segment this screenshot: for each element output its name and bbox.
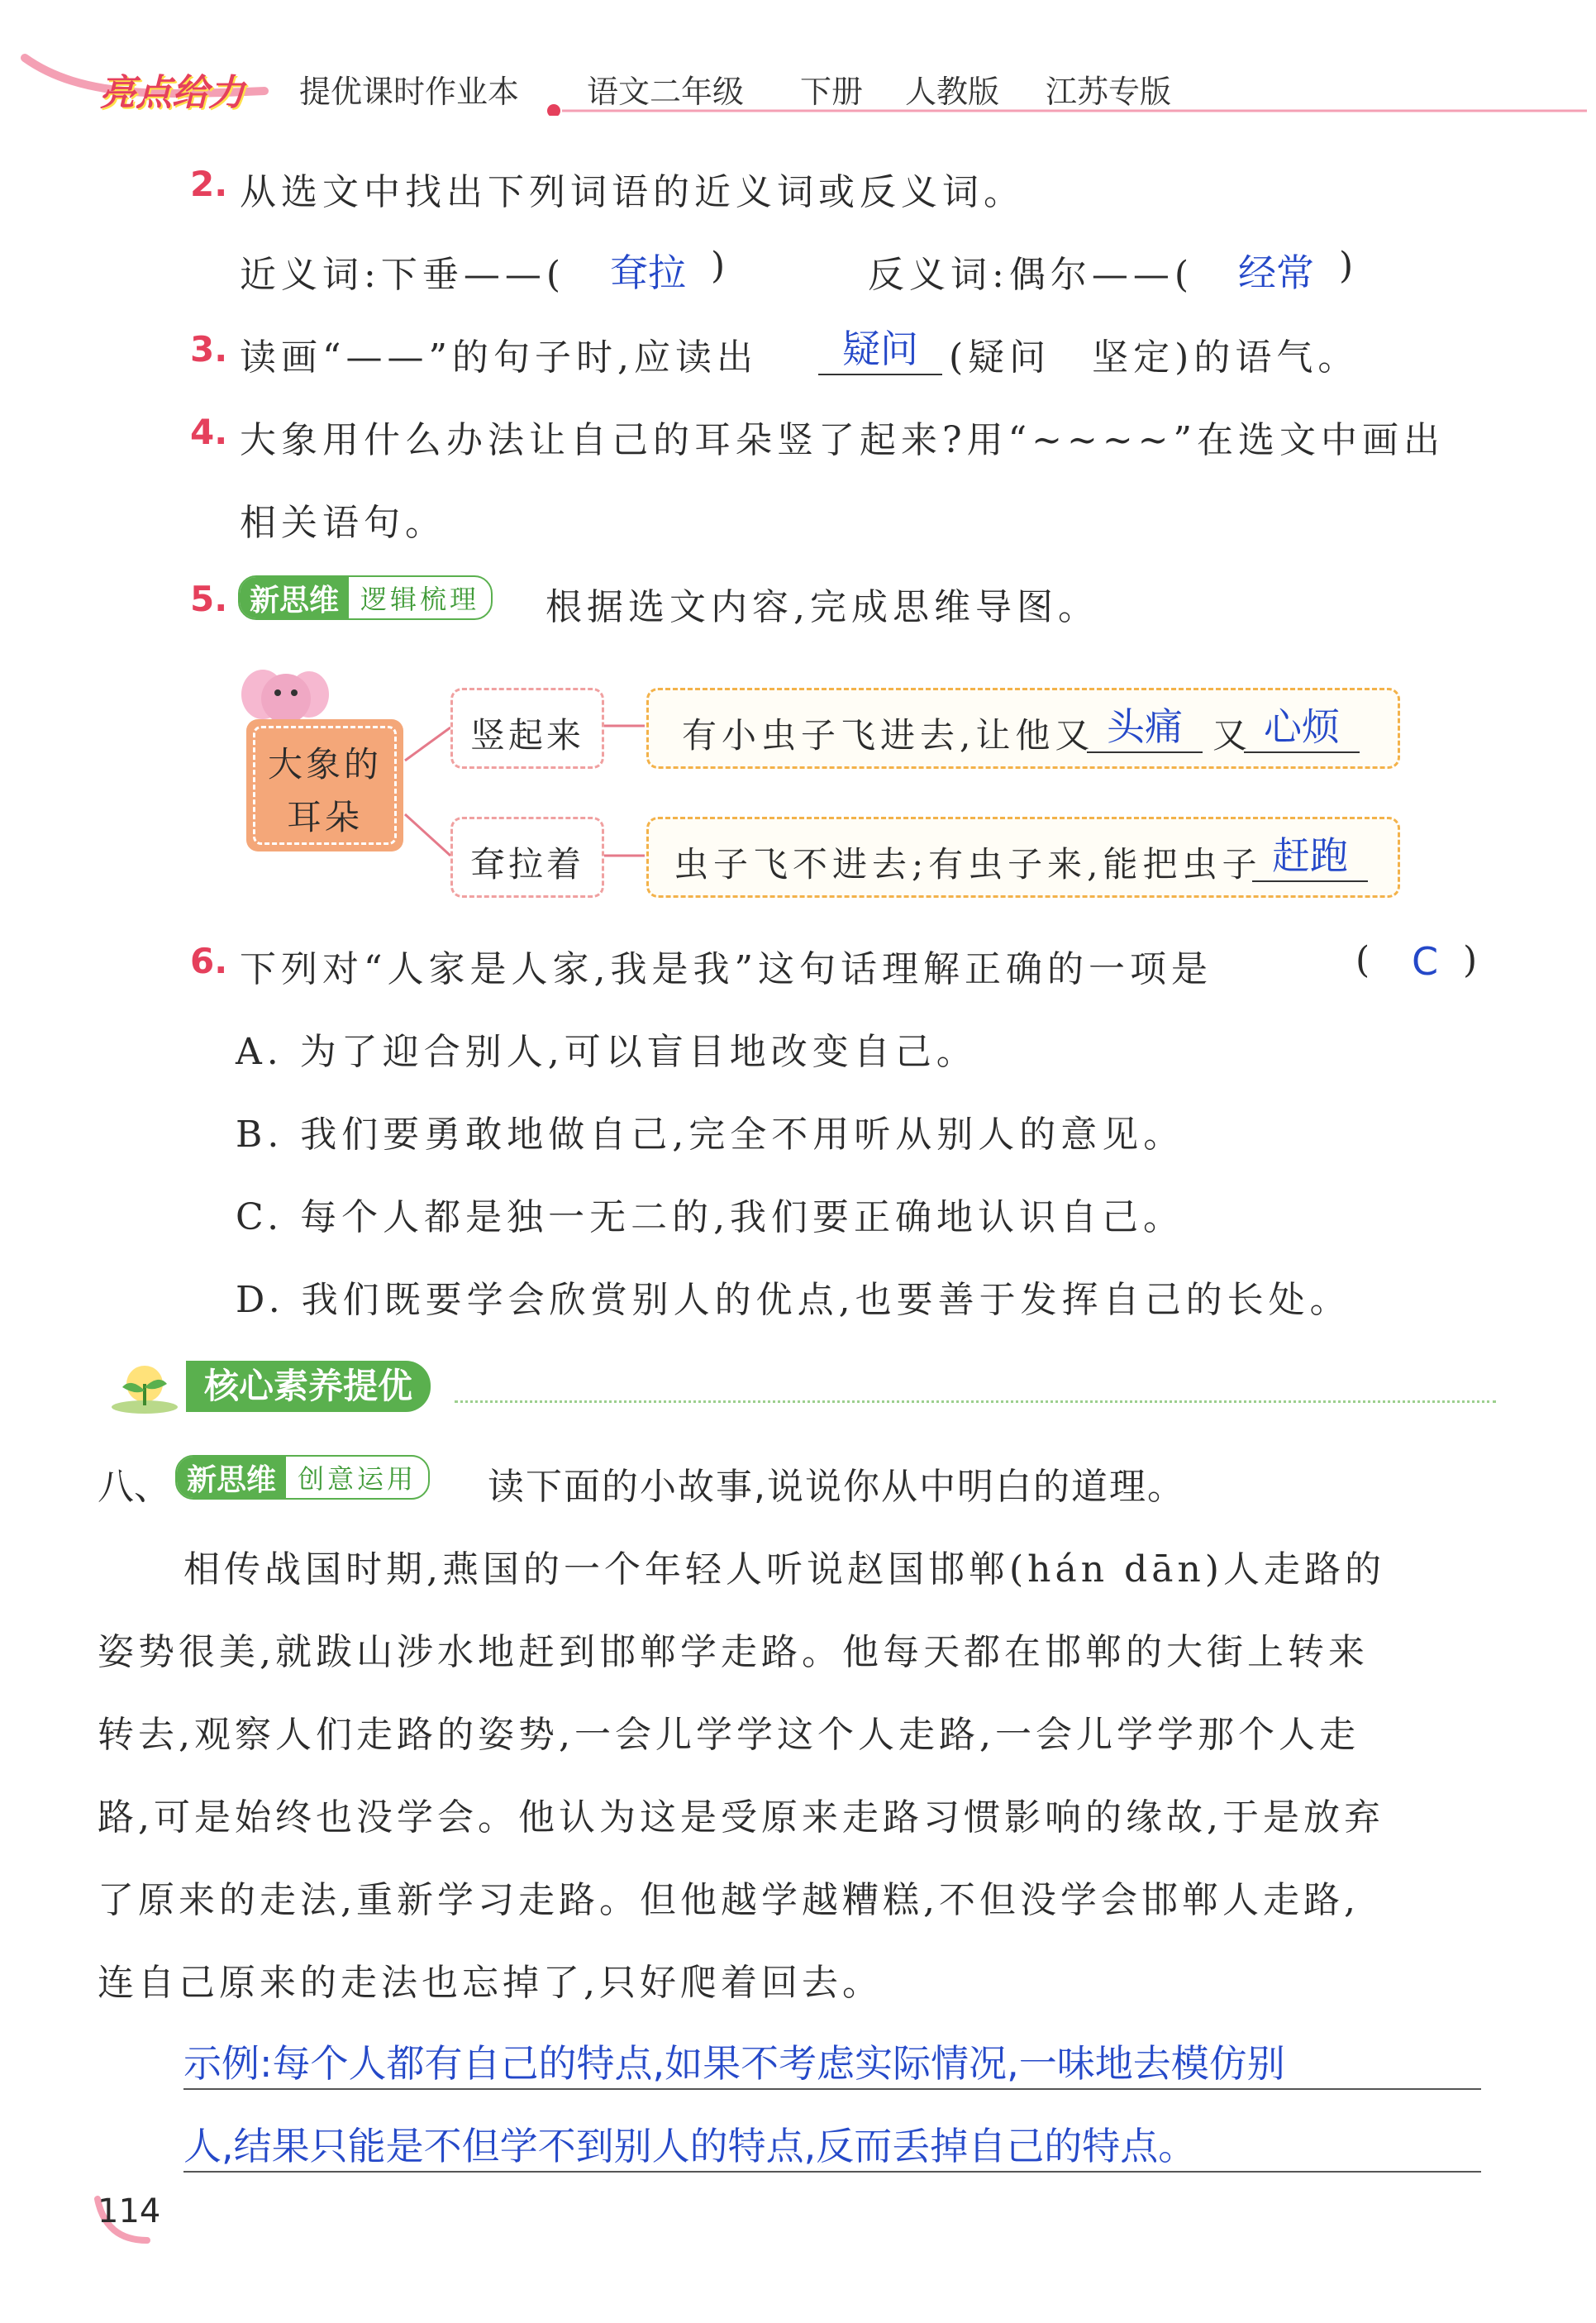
question-2-number: 2. [190, 164, 228, 204]
question-5-number: 5. [190, 579, 228, 619]
synonym-label: 近义词:下垂——( [240, 254, 565, 296]
tag-main: 新思维 [240, 577, 349, 618]
branch-2-label-box [450, 817, 604, 898]
question-4-number: 4. [190, 412, 228, 452]
question-3-number: 3. [190, 329, 228, 370]
story-line-1: 相传战国时期,燕国的一个年轻人听说赵国邯郸(hán dān)人走路的 [183, 1548, 1385, 1591]
mindmap-connectors [0, 0, 1596, 909]
synonym-answer: 耷拉 [610, 250, 686, 295]
story-line-2: 姿势很美,就跋山涉水地赶到邯郸学走路。他每天都在邯郸的大街上转来 [98, 1631, 1369, 1673]
option-d: D. 我们既要学会欣赏别人的优点,也要善于发挥自己的长处。 [236, 1279, 1351, 1321]
antonym-answer: 经常 [1238, 250, 1314, 295]
branch-1-label: 竖起来 [469, 715, 584, 756]
option-a: A. 为了迎合别人,可以盲目地改变自己。 [236, 1031, 978, 1073]
question-8-number: 八、 [98, 1466, 170, 1508]
creative-tag [175, 1455, 430, 1500]
header-grade: 语文二年级 [587, 74, 745, 110]
question-3-post: (疑问 坚定)的语气。 [949, 336, 1360, 379]
branch-2-detail-box [646, 817, 1400, 898]
branch-2-text: 虫子飞不进去;有虫子来,能把虫子 [674, 844, 1262, 885]
section-header [107, 1356, 1496, 1422]
antonym-label: 反义词:偶尔——( [868, 254, 1193, 296]
creative-tag-main: 新思维 [177, 1457, 286, 1498]
synonym-close: ) [711, 245, 731, 287]
question-6-number: 6. [190, 941, 228, 981]
story-line-6: 连自己原来的走法也忘掉了,只好爬着回去。 [98, 1962, 883, 2004]
question-2-text: 从选文中找出下列词语的近义词或反义词。 [240, 171, 1025, 213]
question-6-text: 下列对“人家是人家,我是我”这句话理解正确的一项是 [240, 948, 1212, 990]
sprout-icon [107, 1359, 182, 1417]
answer-rule-2 [183, 2171, 1481, 2173]
tag-sub: 逻辑梳理 [360, 584, 480, 615]
question-8-text: 读下面的小故事,说说你从中明白的道理。 [488, 1466, 1185, 1508]
header-edition: 人教版 [905, 74, 1000, 110]
mindmap-center [246, 719, 403, 851]
question-6-answer: C [1412, 939, 1439, 984]
section-title: 核心素养提优 [186, 1361, 431, 1412]
question-5-text: 根据选文内容,完成思维导图。 [545, 586, 1099, 628]
story-line-3: 转去,观察人们走路的姿势,一会儿学学这个人走路,一会儿学学那个人走 [98, 1714, 1360, 1756]
header-region: 江苏专版 [1046, 74, 1172, 110]
page-number: 114 [98, 2192, 161, 2230]
mindmap-center-line1: 大象的 [267, 744, 382, 785]
branch-2-answer: 赶跑 [1252, 826, 1368, 882]
question-6-bracket-open: ( [1355, 939, 1375, 981]
header-subtitle: 提优课时作业本 [299, 74, 520, 110]
question-3-pre: 读画“——”的句子时,应读出 [240, 336, 758, 379]
branch-1-answer-2: 心烦 [1244, 697, 1360, 753]
header-volume: 下册 [800, 74, 864, 110]
answer-rule-1 [183, 2088, 1481, 2090]
branch-1-answer-1: 头痛 [1087, 697, 1203, 753]
question-4-line2: 相关语句。 [240, 502, 446, 544]
header-brand: 亮点给力 [99, 72, 245, 114]
branch-2-label: 耷拉着 [469, 844, 584, 885]
creative-tag-sub: 创意运用 [298, 1463, 417, 1495]
section-divider [455, 1400, 1496, 1403]
story-line-4: 路,可是始终也没学会。他认为这是受原来走路习惯影响的缘故,于是放弃 [98, 1796, 1384, 1839]
question-4-line1: 大象用什么办法让自己的耳朵竖了起来?用“~~~~”在选文中画出 [240, 419, 1446, 461]
answer-line-1: 示例:每个人都有自己的特点,如果不考虑实际情况,一味地去模仿别 [183, 2041, 1285, 2086]
answer-line-2: 人,结果只能是不但学不到别人的特点,反而丢掉自己的特点。 [183, 2124, 1197, 2168]
branch-1-label-box [450, 688, 604, 769]
question-6-bracket-close: ) [1463, 939, 1483, 981]
mindmap-center-line2: 耳朵 [286, 797, 363, 837]
question-3-answer: 疑问 [818, 319, 942, 375]
branch-1-detail-box [646, 688, 1400, 769]
branch-1-mid: 又 [1212, 715, 1253, 756]
branch-1-text: 有小虫子飞进去,让他又 [682, 715, 1095, 756]
antonym-close: ) [1339, 245, 1359, 287]
story-line-5: 了原来的走法,重新学习走路。但他越学越糟糕,不但没学会邯郸人走路, [98, 1879, 1360, 1921]
option-b: B. 我们要勇敢地做自己,完全不用听从别人的意见。 [236, 1114, 1185, 1156]
option-c: C. 每个人都是独一无二的,我们要正确地认识自己。 [236, 1196, 1185, 1238]
